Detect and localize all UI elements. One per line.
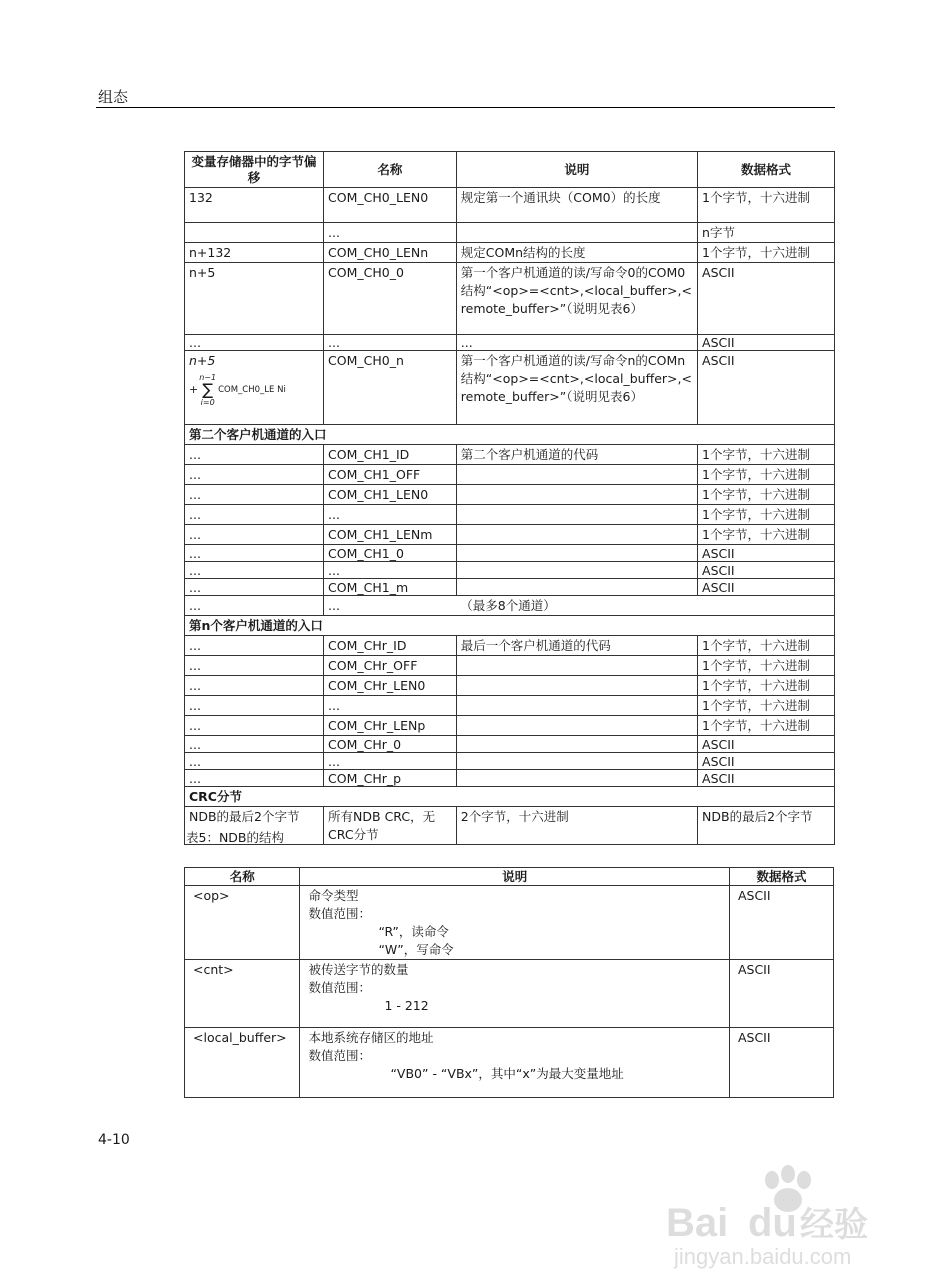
table-row bbox=[185, 562, 835, 579]
desc-value: “VB0” - “VBx”，其中“x”为最大变量地址 bbox=[390, 1066, 624, 1081]
cell-format: 1个字节，十六进制 bbox=[698, 636, 835, 656]
cell-desc bbox=[456, 223, 697, 243]
cell-name: COM_CH1_OFF bbox=[324, 465, 457, 485]
cell-format: ASCII bbox=[698, 562, 835, 579]
cell-offset: ... bbox=[185, 596, 324, 616]
cell-format: 1个字节，十六进制 bbox=[698, 188, 835, 223]
cell-name: COM_CH1_0 bbox=[324, 545, 457, 562]
cell-format: n字节 bbox=[698, 223, 835, 243]
watermark-brand-right: du bbox=[748, 1201, 797, 1245]
table-row bbox=[185, 505, 835, 525]
cell-desc bbox=[300, 960, 730, 1028]
cell-format: 1个字节，十六进制 bbox=[698, 696, 835, 716]
cell-format: ASCII bbox=[698, 736, 835, 753]
cell-name: COM_CH1_LENm bbox=[324, 525, 457, 545]
cell-format: NDB的最后2个字节 bbox=[698, 807, 835, 845]
table-row bbox=[185, 656, 835, 676]
cell-name: COM_CHr_LENp bbox=[324, 716, 457, 736]
col-header-name: 名称 bbox=[324, 152, 457, 188]
cell-name: COM_CHr_ID bbox=[324, 636, 457, 656]
cell-format: ASCII bbox=[698, 579, 835, 596]
col-header-desc: 说明 bbox=[300, 868, 730, 886]
table-row bbox=[185, 243, 835, 263]
table-row-sum bbox=[185, 351, 835, 425]
cell-name: COM_CH0_0 bbox=[324, 263, 457, 335]
cell-format: ASCII bbox=[729, 1028, 833, 1098]
table-row bbox=[185, 753, 835, 770]
cell-desc: ... bbox=[456, 335, 697, 351]
desc-value: “R”，读命令 bbox=[378, 924, 449, 939]
sum-formula bbox=[189, 372, 319, 408]
cell-name: COM_CH0_LENn bbox=[324, 243, 457, 263]
cell-format: 1个字节，十六进制 bbox=[698, 505, 835, 525]
cell-name: 所有NDB CRC，无CRC分节 bbox=[324, 807, 457, 845]
baidu-watermark bbox=[660, 1160, 890, 1270]
table-row bbox=[185, 335, 835, 351]
cell-desc bbox=[456, 562, 697, 579]
cell-format: ASCII bbox=[698, 351, 835, 425]
cell-desc: 第一个客户机通道的读/写命令0的COM0结构“<op>=<cnt>,<local_buffer>,<remote_buffer>”（说明见表6） bbox=[456, 263, 697, 335]
cell-format: ASCII bbox=[729, 886, 833, 960]
table-header-row bbox=[185, 868, 834, 886]
col-header-desc: 说明 bbox=[456, 152, 697, 188]
cell-format: 1个字节，十六进制 bbox=[698, 676, 835, 696]
cell-offset: ... bbox=[185, 636, 324, 656]
cell-name: ... bbox=[324, 562, 457, 579]
cell-format: 1个字节，十六进制 bbox=[698, 525, 835, 545]
cell-offset: ... bbox=[185, 562, 324, 579]
cell-desc bbox=[456, 465, 697, 485]
cell-format: 1个字节，十六进制 bbox=[698, 243, 835, 263]
sigma-icon: ∑ bbox=[202, 380, 214, 399]
table-row bbox=[185, 263, 835, 335]
watermark-url: jingyan.baidu.com bbox=[674, 1244, 852, 1269]
cell-offset: n+5 bbox=[185, 263, 324, 335]
table-row bbox=[185, 636, 835, 656]
cell-offset-sum bbox=[185, 351, 324, 425]
sigma-symbol bbox=[199, 373, 216, 407]
cell-format: ASCII bbox=[698, 335, 835, 351]
cell-name: COM_CHr_OFF bbox=[324, 656, 457, 676]
sum-label: COM_CH0_LE Ni bbox=[218, 385, 286, 395]
cell-offset: ... bbox=[185, 656, 324, 676]
cell-format: ASCII bbox=[729, 960, 833, 1028]
desc-line: 数值范围： bbox=[308, 980, 371, 995]
table-row-max bbox=[185, 596, 835, 616]
cell-format: 1个字节，十六进制 bbox=[698, 485, 835, 505]
cell-offset bbox=[185, 223, 324, 243]
table-row bbox=[185, 465, 835, 485]
sum-offset-top: n+5 bbox=[189, 353, 216, 368]
table-row bbox=[185, 579, 835, 596]
sum-lower: i=0 bbox=[200, 398, 215, 407]
cell-offset: ... bbox=[185, 485, 324, 505]
header-rule bbox=[96, 107, 835, 108]
cell-offset: ... bbox=[185, 335, 324, 351]
table-row bbox=[185, 716, 835, 736]
cell-name: ... bbox=[324, 505, 457, 525]
cell-desc bbox=[456, 579, 697, 596]
cell-offset: ... bbox=[185, 445, 324, 465]
cell-format: 1个字节，十六进制 bbox=[698, 716, 835, 736]
cell-desc: 第二个客户机通道的代码 bbox=[456, 445, 697, 465]
col-header-format: 数据格式 bbox=[729, 868, 833, 886]
max-channels-note: （最多8个通道） bbox=[456, 596, 834, 616]
cell-desc bbox=[456, 676, 697, 696]
cell-desc bbox=[300, 886, 730, 960]
cell-offset: ... bbox=[185, 770, 324, 787]
cell-desc bbox=[456, 505, 697, 525]
command-format-table bbox=[184, 867, 834, 1098]
cell-name: <op> bbox=[185, 886, 300, 960]
cell-desc bbox=[456, 656, 697, 676]
cell-name: <cnt> bbox=[185, 960, 300, 1028]
cell-desc: 最后一个客户机通道的代码 bbox=[456, 636, 697, 656]
cell-offset: ... bbox=[185, 465, 324, 485]
col-header-offset: 变量存储器中的字节偏移 bbox=[185, 152, 324, 188]
cell-format: ASCII bbox=[698, 770, 835, 787]
cell-offset: ... bbox=[185, 696, 324, 716]
cell-desc bbox=[456, 736, 697, 753]
sum-plus: + bbox=[189, 383, 199, 396]
col-header-name: 名称 bbox=[185, 868, 300, 886]
ndb-structure-table bbox=[184, 151, 835, 845]
table-row bbox=[185, 545, 835, 562]
cell-name: <local_buffer> bbox=[185, 1028, 300, 1098]
watermark-brand-cn: 经验 bbox=[800, 1205, 868, 1245]
cell-offset: ... bbox=[185, 525, 324, 545]
cell-offset: ... bbox=[185, 579, 324, 596]
cell-desc bbox=[456, 770, 697, 787]
table-row bbox=[185, 696, 835, 716]
cell-desc bbox=[456, 696, 697, 716]
cell-offset: ... bbox=[185, 736, 324, 753]
desc-value: 1 - 212 bbox=[384, 998, 429, 1013]
cell-offset: n+132 bbox=[185, 243, 324, 263]
cell-desc bbox=[456, 525, 697, 545]
section-title: CRC分节 bbox=[185, 787, 835, 807]
cell-offset: ... bbox=[185, 753, 324, 770]
sum-upper: n−1 bbox=[199, 373, 217, 382]
section-title: 第二个客户机通道的入口 bbox=[185, 425, 835, 445]
table-header-row bbox=[185, 152, 835, 188]
table-row bbox=[185, 736, 835, 753]
cell-offset: ... bbox=[185, 676, 324, 696]
table-caption: 表5：NDB的结构 bbox=[186, 830, 285, 845]
desc-line: 被传送字节的数量 bbox=[308, 962, 409, 977]
cell-offset: 132 bbox=[185, 188, 324, 223]
cell-name: COM_CHr_0 bbox=[324, 736, 457, 753]
cell-desc: 规定第一个通讯块（COM0）的长度 bbox=[456, 188, 697, 223]
cell-name: COM_CH1_LEN0 bbox=[324, 485, 457, 505]
cell-format: 1个字节，十六进制 bbox=[698, 445, 835, 465]
desc-line: 本地系统存储区的地址 bbox=[308, 1030, 434, 1045]
table-row bbox=[185, 1028, 834, 1098]
cell-format: 1个字节，十六进制 bbox=[698, 465, 835, 485]
page-header-title: 组态 bbox=[98, 88, 129, 106]
col-header-format: 数据格式 bbox=[698, 152, 835, 188]
cell-name: ... bbox=[324, 753, 457, 770]
table-row bbox=[185, 886, 834, 960]
cell-desc bbox=[456, 485, 697, 505]
desc-line: 命令类型 bbox=[308, 888, 359, 903]
cell-desc: 第一个客户机通道的读/写命令n的COMn结构“<op>=<cnt>,<local_buffer>,<remote_buffer>”（说明见表6） bbox=[456, 351, 697, 425]
cell-offset: ... bbox=[185, 505, 324, 525]
table-row bbox=[185, 770, 835, 787]
table-row bbox=[185, 445, 835, 465]
cell-name: COM_CHr_LEN0 bbox=[324, 676, 457, 696]
cell-desc bbox=[456, 545, 697, 562]
cell-format: ASCII bbox=[698, 263, 835, 335]
watermark-brand-left: Bai bbox=[666, 1201, 729, 1245]
cell-format: ASCII bbox=[698, 545, 835, 562]
table-row bbox=[185, 188, 835, 223]
section-row bbox=[185, 425, 835, 445]
section-row bbox=[185, 616, 835, 636]
cell-name: COM_CH0_LEN0 bbox=[324, 188, 457, 223]
section-title: 第n个客户机通道的入口 bbox=[185, 616, 835, 636]
cell-offset: ... bbox=[185, 716, 324, 736]
section-row bbox=[185, 787, 835, 807]
cell-name: ... bbox=[324, 596, 457, 616]
cell-name: ... bbox=[324, 223, 457, 243]
cell-desc bbox=[456, 716, 697, 736]
cell-desc: 2个字节，十六进制 bbox=[456, 807, 697, 845]
cell-format: 1个字节，十六进制 bbox=[698, 656, 835, 676]
cell-desc bbox=[300, 1028, 730, 1098]
cell-name: COM_CH1_ID bbox=[324, 445, 457, 465]
desc-value: “W”，写命令 bbox=[378, 942, 454, 957]
cell-offset: ... bbox=[185, 545, 324, 562]
cell-format: ASCII bbox=[698, 753, 835, 770]
table-row bbox=[185, 223, 835, 243]
table-row bbox=[185, 525, 835, 545]
page-number: 4-10 bbox=[98, 1132, 130, 1148]
cell-offset: NDB的最后2个字节 bbox=[185, 807, 324, 845]
table-row bbox=[185, 676, 835, 696]
cell-name: COM_CH0_n bbox=[324, 351, 457, 425]
table-row bbox=[185, 960, 834, 1028]
cell-desc: 规定COMn结构的长度 bbox=[456, 243, 697, 263]
cell-name: ... bbox=[324, 335, 457, 351]
cell-name: COM_CH1_m bbox=[324, 579, 457, 596]
cell-desc bbox=[456, 753, 697, 770]
desc-line: 数值范围： bbox=[308, 1048, 371, 1063]
cell-name: COM_CHr_p bbox=[324, 770, 457, 787]
table-row bbox=[185, 485, 835, 505]
desc-line: 数值范围： bbox=[308, 906, 371, 921]
cell-name: ... bbox=[324, 696, 457, 716]
